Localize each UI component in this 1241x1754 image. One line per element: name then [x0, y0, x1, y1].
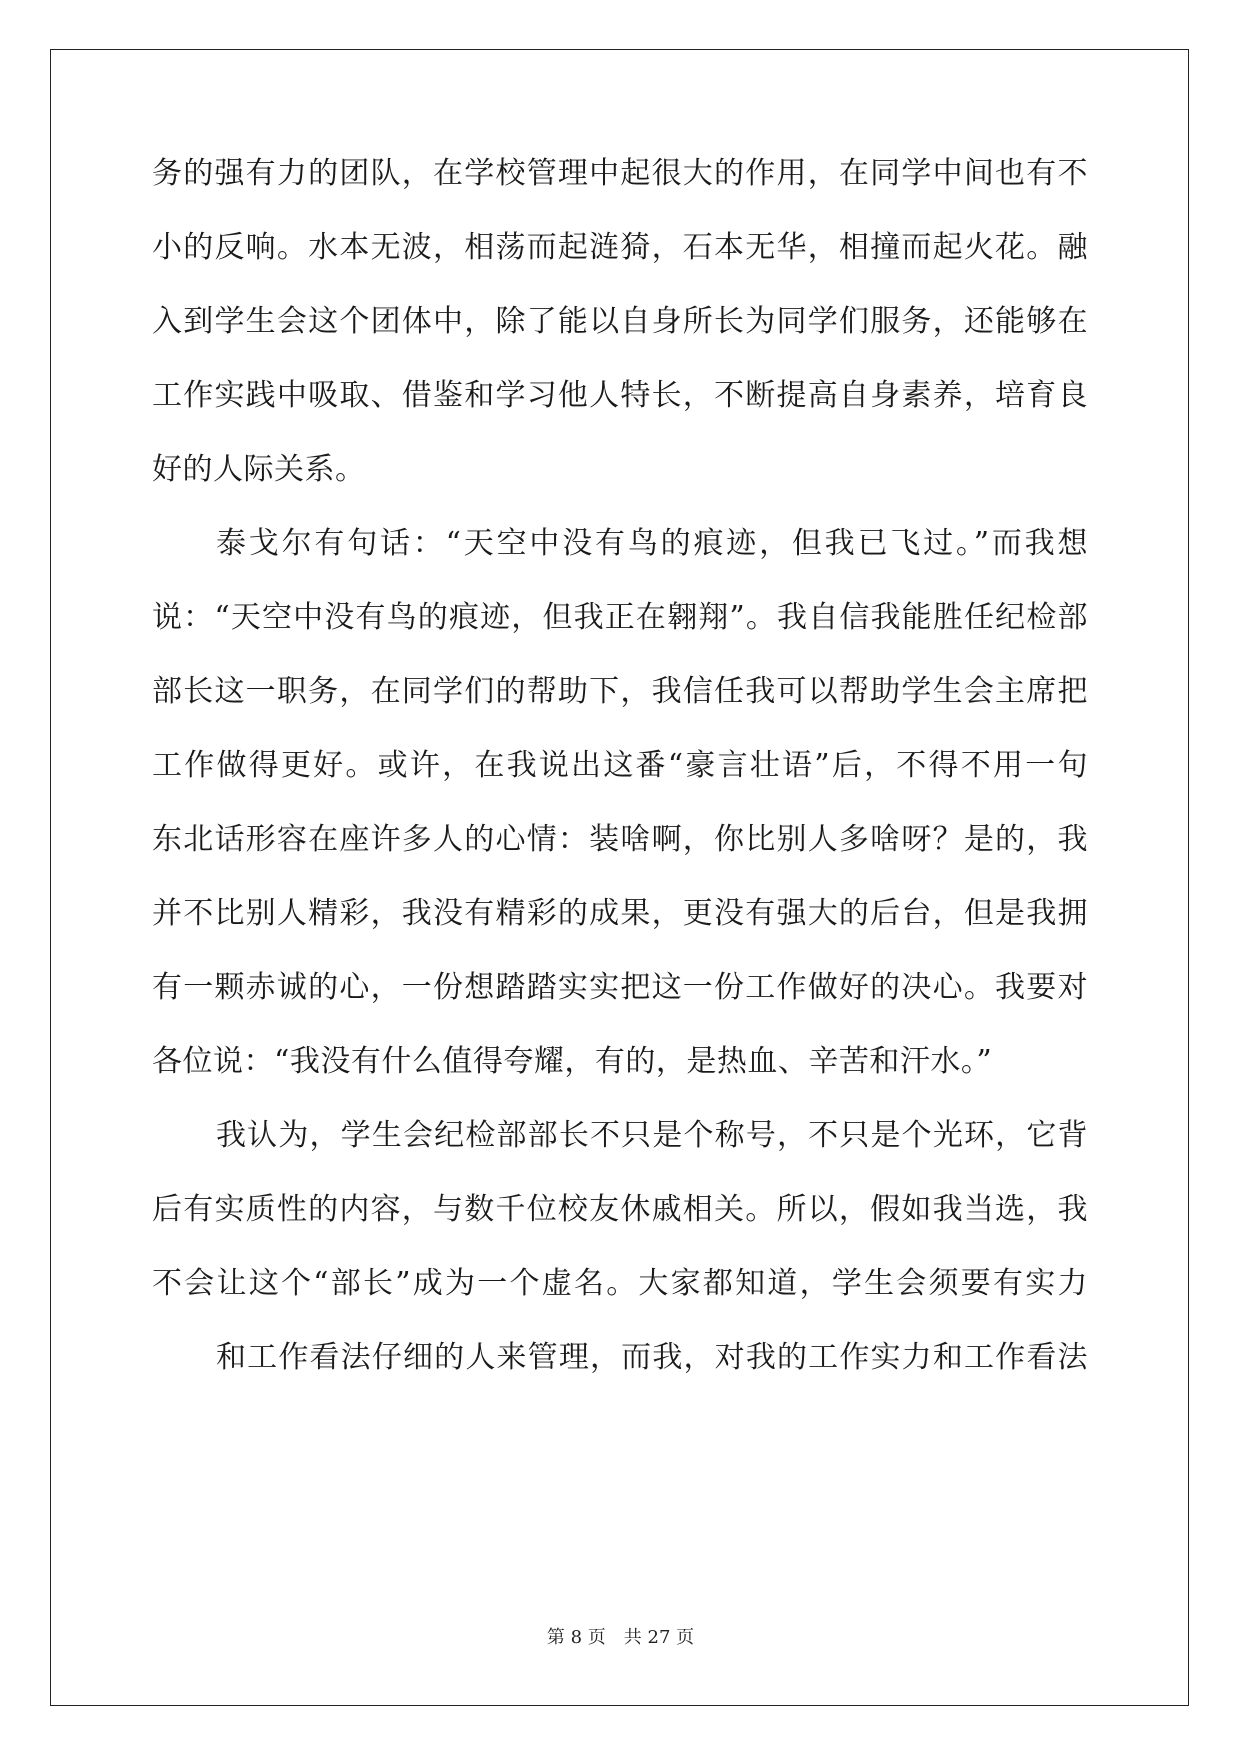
page-footer — [0, 1626, 1241, 1650]
text-line: 务的强有力的团队，在学校管理中起很大的作用，在同学中间也有不 — [152, 156, 1088, 191]
page-border — [50, 49, 1189, 1706]
text-line: 工作做得更好。或许，在我说出这番“豪言壮语”后，不得不用一句 — [152, 748, 1088, 783]
text-line: 东北话形容在座许多人的心情：装啥啊，你比别人多啥呀？是的，我 — [152, 822, 1088, 857]
text-line: 我认为，学生会纪检部部长不只是个称号，不只是个光环，它背 — [216, 1118, 1088, 1153]
page-total: 共 27 页 — [623, 1627, 695, 1648]
page-number: 第 8 页 — [546, 1627, 606, 1648]
text-line: 不会让这个“部长”成为一个虚名。大家都知道，学生会须要有实力 — [152, 1266, 1088, 1301]
text-line: 泰戈尔有句话：“天空中没有鸟的痕迹，但我已飞过。”而我想 — [216, 526, 1088, 561]
text-line: 后有实质性的内容，与数千位校友休戚相关。所以，假如我当选，我 — [152, 1192, 1088, 1227]
text-line: 工作实践中吸取、借鉴和学习他人特长，不断提高自身素养，培育良 — [152, 378, 1088, 413]
text-line: 入到学生会这个团体中，除了能以自身所长为同学们服务，还能够在 — [152, 304, 1088, 339]
text-line: 小的反响。水本无波，相荡而起涟猗，石本无华，相撞而起火花。融 — [152, 230, 1088, 265]
text-line: 并不比别人精彩，我没有精彩的成果，更没有强大的后台，但是我拥 — [152, 896, 1088, 931]
text-line: 和工作看法仔细的人来管理，而我，对我的工作实力和工作看法 — [216, 1340, 1088, 1375]
text-line: 好的人际关系。 — [152, 452, 366, 487]
text-line: 说：“天空中没有鸟的痕迹，但我正在翱翔”。我自信我能胜任纪检部 — [152, 600, 1088, 635]
text-line: 有一颗赤诚的心，一份想踏踏实实把这一份工作做好的决心。我要对 — [152, 970, 1088, 1005]
text-line: 各位说：“我没有什么值得夸耀，有的，是热血、辛苦和汗水。” — [152, 1044, 993, 1079]
text-line: 部长这一职务，在同学们的帮助下，我信任我可以帮助学生会主席把 — [152, 674, 1088, 709]
